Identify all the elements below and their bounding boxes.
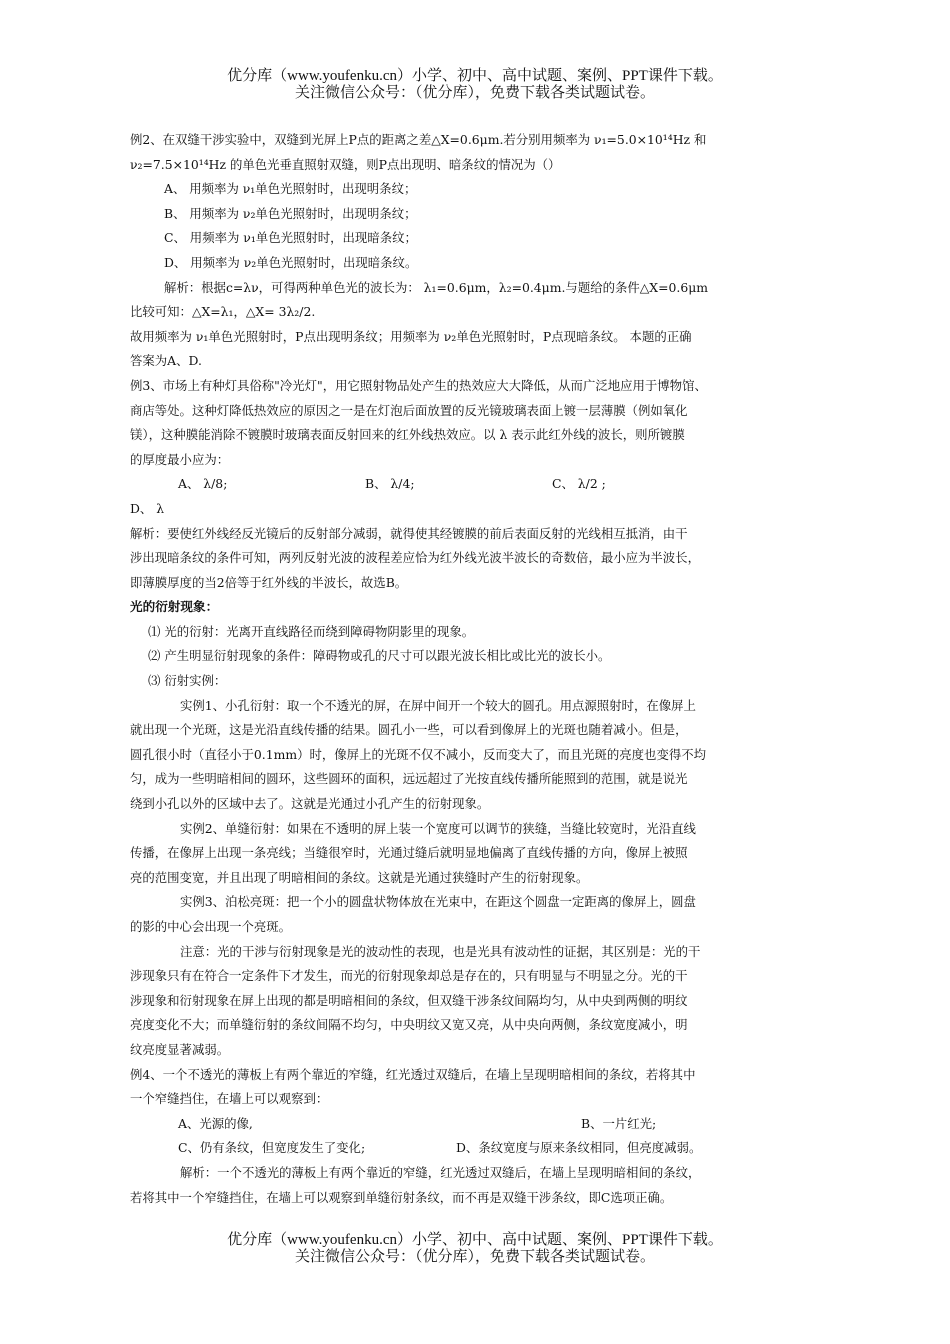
diffraction-item-1: ⑴ 光的衍射：光离开直线路径而绕到障碍物阴影里的现象。 [148, 623, 475, 639]
footer-line-2: 关注微信公众号：（优分库），免费下载各类试题试卷。 [294, 1249, 655, 1265]
example3-question-cont: 的厚度最小应为： [130, 451, 230, 467]
example4-options-row2 [130, 1136, 830, 1161]
example4-question: 例4、一个不透光的薄板上有两个靠近的窄缝，红光透过双缝后，在墙上呈现明暗相间的条纹，若将其中 [130, 1066, 696, 1082]
example2-analysis-cont: 比较可知：△X=λ₁，△X= 3λ₂/2. [130, 304, 316, 320]
example3-options [130, 472, 830, 497]
instance1-text-cont: 就出现一个光斑，这是光沿直线传播的结果。圆孔小一些，可以看到像屏上的光斑也随着减小。但是， [130, 722, 688, 738]
example4-option-d: D、条纹宽度与原来条纹相同，但亮度减弱。 [456, 1140, 702, 1156]
note-text-cont: 涉现象只有在符合一定条件下才发生，而光的衍射现象却总是存在的，只有明显与不明显之分。光的干 [130, 968, 688, 984]
section-heading: 光的衍射现象： [130, 599, 219, 615]
instance1-text: 实例1、小孔衍射：取一个不透光的屏，在屏中间开一个较大的圆孔。用点源照射时，在像屏上 [180, 697, 696, 713]
example2-option-d: D、 用频率为 ν₂单色光照射时，出现暗条纹。 [164, 254, 418, 270]
example3-analysis-cont: 即薄膜厚度的当2倍等于红外线的半波长，故选B。 [130, 574, 408, 590]
diffraction-item-3: ⑶ 衍射实例： [148, 673, 227, 689]
example2-option-c: C、 用频率为 ν₁单色光照射时，出现暗条纹； [164, 230, 417, 246]
page-footer [0, 1232, 950, 1266]
example3-question-cont: 镁），这种膜能消除不镀膜时玻璃表面反射回来的红外线热效应。以 λ 表示此红外线的波长，则所镀膜 [130, 427, 685, 443]
example3-option-a: A、 λ/8; [178, 476, 228, 492]
instance3-text-cont: 的影的中心会出现一个亮斑。 [130, 919, 292, 934]
example2-analysis: 解析：根据c=λν，可得两种单色光的波长为： λ₁=0.6μm，λ₂=0.4μm.与题给的条件△X=0.6μm [164, 279, 709, 295]
diffraction-item-2: ⑵ 产生明显衍射现象的条件：障碍物或孔的尺寸可以跟光波长相比或比光的波长小。 [148, 648, 611, 664]
note-text: 注意：光的干涉与衍射现象是光的波动性的表现，也是光具有波动性的证据，其区别是：光的干 [180, 943, 701, 959]
example4-analysis-cont: 若将其中一个窄缝挡住，在墙上可以观察到单缝衍射条纹，而不再是双缝干涉条纹，即C选项正确。 [130, 1189, 673, 1205]
instance1-text-cont: 匀，成为一些明暗相间的圆环，这些圆环的面积，远远超过了光按直线传播所能照到的范围，就是说光 [130, 771, 688, 787]
document-body [130, 128, 830, 1210]
instance2-text: 实例2、单缝衍射：如果在不透明的屏上装一个宽度可以调节的狭缝，当缝比较宽时，光沿直线 [180, 820, 696, 836]
page-header [0, 68, 950, 102]
example3-option-d: D、 λ [130, 500, 165, 516]
instance1-text-cont: 圆孔很小时（直径小于0.1mm）时，像屏上的光斑不仅不减小，反而变大了，而且光斑的亮度也变得不均 [130, 746, 707, 762]
example3-question: 例3、市场上有种灯具俗称"冷光灯"，用它照射物品处产生的热效应大大降低，从而广泛地应用于博物馆、 [130, 377, 707, 393]
example2-analysis-cont: 故用频率为 ν₁单色光照射时，P点出现明条纹；用频率为 ν₂单色光照射时，P点现暗条纹。 本题的正确 [130, 328, 692, 344]
footer-line-1: 优分库（www.youfenku.cn）小学、初中、高中试题、案例、PPT课件下载。 [227, 1232, 723, 1248]
instance1-text-cont: 绕到小孔以外的区域中去了。这就是光通过小孔产生的衍射现象。 [130, 796, 490, 812]
note-text-cont: 纹亮度显著减弱。 [130, 1041, 230, 1057]
note-text-cont: 亮度变化不大；而单缝衍射的条纹间隔不均匀，中央明纹又宽又亮，从中央向两侧，条纹宽度减小，明 [130, 1017, 688, 1033]
example4-analysis: 解析：一个不透光的薄板上有两个靠近的窄缝，红光透过双缝后，在墙上呈现明暗相间的条纹， [180, 1164, 701, 1180]
header-line-2: 关注微信公众号：（优分库），免费下载各类试题试卷。 [294, 85, 655, 101]
example3-option-b: B、 λ/4; [365, 476, 415, 492]
header-line-1: 优分库（www.youfenku.cn）小学、初中、高中试题、案例、PPT课件下载。 [227, 68, 723, 84]
example2-question: 例2、在双缝干涉实验中，双缝到光屏上P点的距离之差△X=0.6μm.若分别用频率为 ν₁=5.0×10¹⁴Hz 和 [130, 132, 707, 147]
instance2-text-cont: 亮的范围变宽，并且出现了明暗相间的条纹。这就是光通过狭缝时产生的衍射现象。 [130, 869, 589, 885]
example2-option-a: A、 用频率为 ν₁单色光照射时，出现明条纹； [164, 181, 417, 197]
example3-analysis-cont: 涉出现暗条纹的条件可知，两列反射光波的波程差应恰为红外线光波半波长的奇数倍，最小应为半波长， [130, 550, 700, 566]
note-text-cont: 涉现象和衍射现象在屏上出现的都是明暗相间的条纹，但双缝干涉条纹间隔均匀，从中央到两侧的明纹 [130, 992, 688, 1008]
example4-option-b: B、一片红光; [581, 1115, 657, 1131]
example2-answer: 答案为A、D. [130, 353, 202, 369]
instance2-text-cont: 传播，在像屏上出现一条亮线；当缝很窄时，光通过缝后就明显地偏离了直线传播的方向，像屏上被照 [130, 845, 688, 861]
example2-question-cont: ν₂=7.5×10¹⁴Hz 的单色光垂直照射双缝，则P点出现明、暗条纹的情况为（） [130, 156, 561, 172]
example4-options-row1 [130, 1112, 830, 1137]
example3-analysis: 解析：要使红外线经反光镜后的反射部分减弱，就得使其经镀膜的前后表面反射的光线相互抵消，由干 [130, 525, 688, 541]
instance3-text: 实例3、泊松亮斑：把一个小的圆盘状物体放在光束中，在距这个圆盘一定距离的像屏上，圆盘 [180, 894, 696, 910]
example4-question-cont: 一个窄缝挡住，在墙上可以观察到： [130, 1091, 329, 1107]
example3-question-cont: 商店等处。这种灯降低热效应的原因之一是在灯泡后面放置的反光镜玻璃表面上镀一层薄膜（例如氧化 [130, 402, 688, 418]
example4-option-a: A、光源的像, [178, 1115, 253, 1131]
example2-option-b: B、 用频率为 ν₂单色光照射时，出现明条纹； [164, 205, 417, 221]
example3-option-c: C、 λ/2 ; [552, 476, 606, 492]
example4-option-c: C、仍有条纹，但宽度发生了变化; [178, 1140, 366, 1156]
